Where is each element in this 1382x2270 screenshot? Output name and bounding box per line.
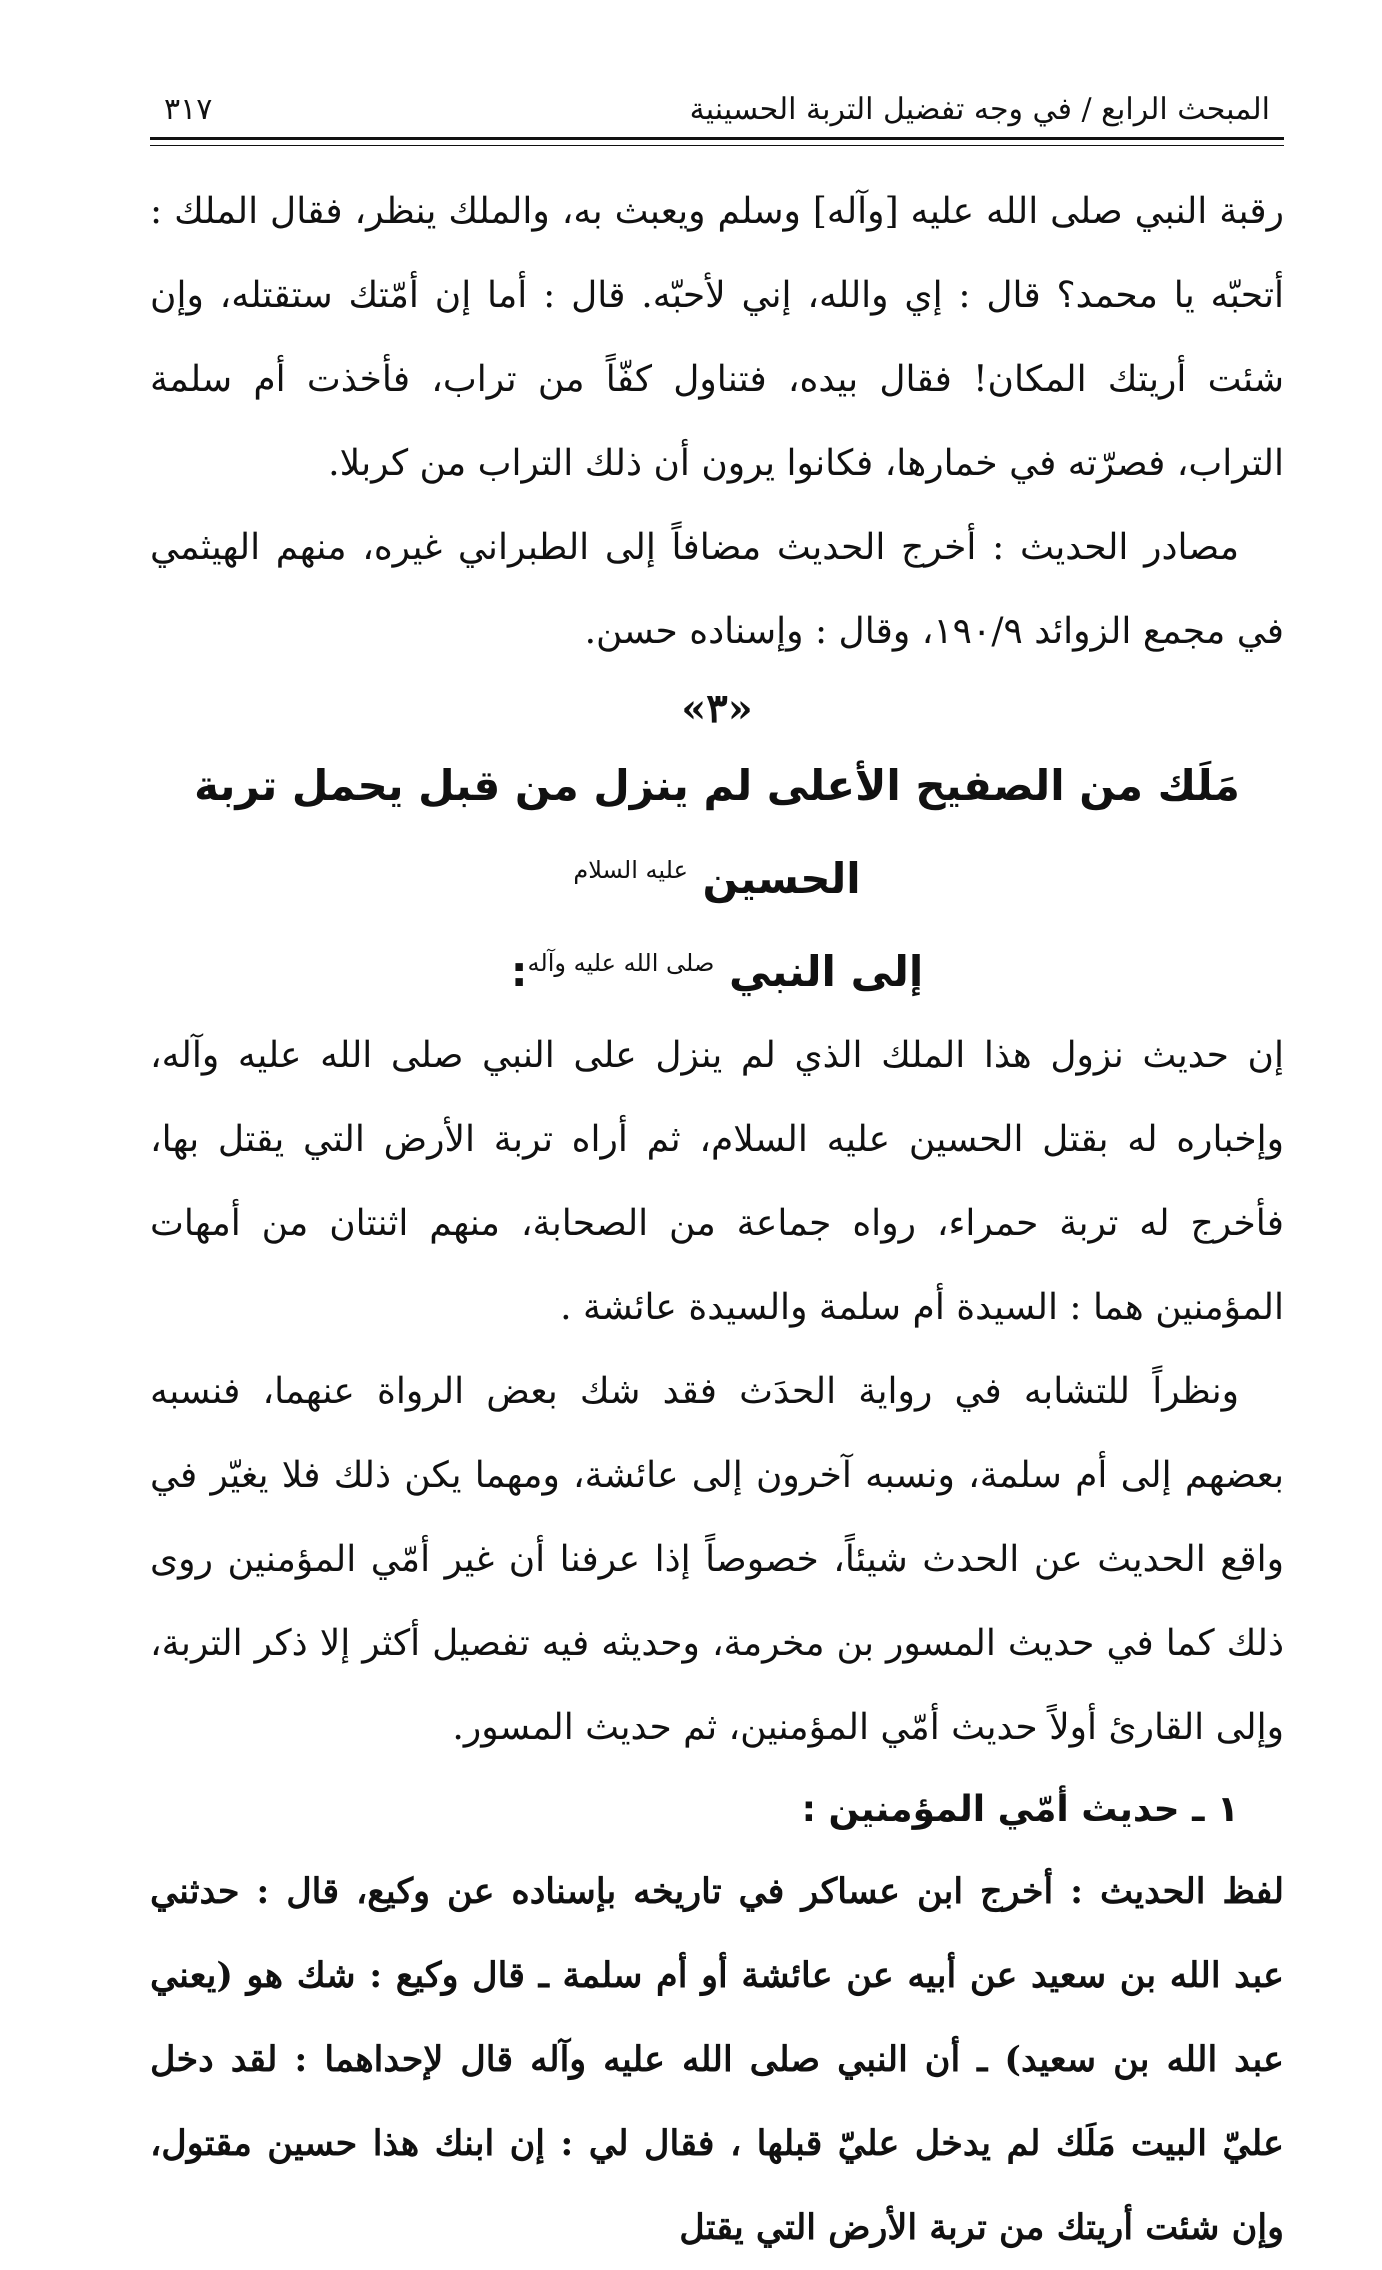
running-header — [150, 92, 1284, 137]
subsection-heading: ١ ـ حديث أمّي المؤمنين : — [801, 1789, 1239, 1830]
section-title — [150, 744, 1284, 1014]
hadith-text: لفظ الحديث : أخرج ابن عساكر في تاريخه بإسناده عن وكيع، قال : حدثني عبد الله بن سعيد عن أبيه عن عائشة أو أم سلمة ـ قال وكيع : شك هو (يعني عبد الله بن سعيد) ـ أن النبي صلى الله عليه وآله قال لإحداهما : لقد دخل عليّ البيت مَلَك لم يدخل عليّ قبلها ، فقال لي : إن ابنك هذا حسين مقتول، وإن شئت أريتك من تربة الأرض التي يقتل — [150, 1871, 1284, 2248]
header-rule-thick — [150, 137, 1284, 140]
section-title-colon: : — [510, 947, 528, 996]
header-rule-thin — [150, 145, 1284, 146]
section-title-line1: مَلَك من الصفيح الأعلى لم ينزل من قبل يحمل تربة الحسين — [194, 761, 1240, 903]
honorific-mark: صلى الله عليه وآله — [527, 949, 715, 977]
section-title-line2: إلى النبي — [729, 947, 924, 996]
paragraph-narration: ونظراً للتشابه في رواية الحدَث فقد شك بعض الرواة عنهما، فنسبه بعضهم إلى أم سلمة، ونسبه آخرون إلى عائشة، ومهما يكن ذلك فلا يغيّر في واقع الحديث عن الحدث شيئاً، خصوصاً إذا عرفنا أن غير أمّي المؤمنين روى ذلك كما في حديث المسور بن مخرمة، وحديثه فيه تفصيل أكثر إلا ذكر التربة، وإلى القارئ أولاً حديث أمّي المؤمنين، ثم حديث المسور. — [150, 1371, 1284, 1748]
page-number: ٣١٧ — [164, 92, 213, 127]
header-title: المبحث الرابع / في وجه تفضيل التربة الحسينية — [689, 92, 1270, 127]
section-number: «٣» — [681, 685, 753, 732]
paragraph-continuation: رقبة النبي صلى الله عليه [وآله] وسلم ويعبث به، والملك ينظر، فقال الملك : أتحبّه يا محمد؟ قال : إي والله، إني لأحبّه. قال : أما إن أمّتك ستقتله، وإن شئت أريتك المكان! فقال بيده، فتناول كفّاً من تراب، فأخذت أم سلمة التراب، فصرّته في خمارها، فكانوا يرون أن ذلك التراب من كربلا. — [150, 191, 1284, 484]
honorific-mark: عليه السلام — [573, 856, 688, 884]
paragraph-intro: إن حديث نزول هذا الملك الذي لم ينزل على النبي صلى الله عليه وآله، وإخباره له بقتل الحسين عليه السلام، ثم أراه تربة الأرض التي يقتل بها، فأخرج له تربة حمراء، رواه جماعة من الصحابة، منهم اثنتان من أمهات المؤمنين هما : السيدة أم سلمة والسيدة عائشة . — [150, 1035, 1284, 1328]
paragraph-sources: مصادر الحديث : أخرج الحديث مضافاً إلى الطبراني غيره، منهم الهيثمي في مجمع الزوائد ١٩٠/٩، وقال : وإسناده حسن. — [150, 527, 1284, 652]
